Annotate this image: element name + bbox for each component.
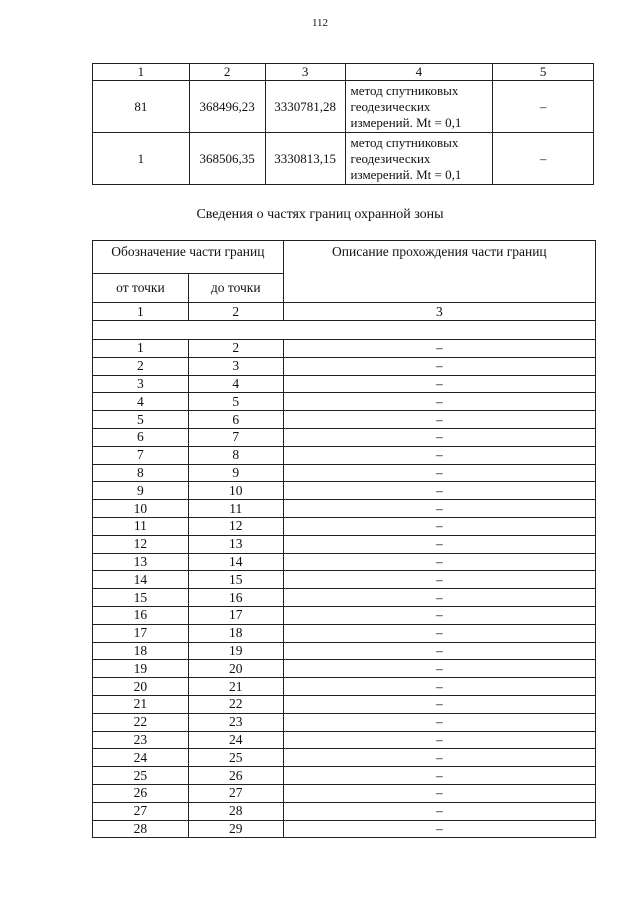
from-point: 6 [93,428,189,446]
boundary-row [93,660,596,678]
boundary-description: – [283,713,595,731]
to-point: 4 [188,375,283,393]
boundary-description: – [283,784,595,802]
to-point: 16 [188,589,283,607]
designation-header: Обозначение части границ [93,241,284,274]
to-point: 17 [188,606,283,624]
boundary-row [93,393,596,411]
boundary-description: – [283,624,595,642]
boundary-description: – [283,393,595,411]
column-number-row [93,303,596,321]
column-5-value: – [493,133,594,185]
from-point: 23 [93,731,189,749]
to-point: 9 [188,464,283,482]
from-point: 25 [93,767,189,785]
description-header: Описание прохождения части границ [283,241,595,303]
column-5-value: – [493,81,594,133]
measurement-method: метод спутниковых геодезических измерений. Mt = 0,1 [345,133,493,185]
to-point: 10 [188,482,283,500]
from-point: 11 [93,517,189,535]
boundary-description: – [283,660,595,678]
boundary-row [93,500,596,518]
boundary-description: – [283,340,595,358]
page-number: 112 [311,17,329,29]
coordinates-table [92,63,594,185]
from-point: 13 [93,553,189,571]
boundary-description: – [283,517,595,535]
boundary-parts-table [92,240,596,838]
coordinates-header-row [93,64,594,81]
point-number: 81 [93,81,190,133]
boundary-row [93,553,596,571]
boundary-description: – [283,357,595,375]
to-point: 3 [188,357,283,375]
empty-separator-row [93,321,596,340]
boundary-description: – [283,411,595,429]
from-point: 26 [93,784,189,802]
column-number: 2 [188,303,283,321]
to-point: 20 [188,660,283,678]
from-point: 24 [93,749,189,767]
boundary-description: – [283,678,595,696]
boundary-description: – [283,535,595,553]
boundary-row [93,571,596,589]
boundary-description: – [283,802,595,820]
coordinate-y: 3330781,28 [265,81,345,133]
boundary-row [93,820,596,838]
from-point: 10 [93,500,189,518]
coordinates-header-cell: 5 [493,64,594,81]
boundary-description: – [283,731,595,749]
to-point: 8 [188,446,283,464]
boundary-row [93,340,596,358]
boundary-row [93,411,596,429]
boundary-row [93,784,596,802]
boundary-description: – [283,642,595,660]
from-point: 17 [93,624,189,642]
boundary-description: – [283,749,595,767]
coordinates-header-cell: 3 [265,64,345,81]
from-point: 2 [93,357,189,375]
from-point: 12 [93,535,189,553]
from-point: 14 [93,571,189,589]
to-point: 24 [188,731,283,749]
boundary-row [93,802,596,820]
coordinate-x: 368506,35 [189,133,265,185]
from-point: 20 [93,678,189,696]
from-point: 27 [93,802,189,820]
boundary-description: – [283,695,595,713]
boundary-row [93,624,596,642]
empty-cell [93,321,596,340]
from-point: 16 [93,606,189,624]
from-point: 9 [93,482,189,500]
boundary-row [93,767,596,785]
to-point-header: до точки [188,274,283,303]
to-point: 25 [188,749,283,767]
boundary-row [93,375,596,393]
to-point: 18 [188,624,283,642]
boundary-row [93,606,596,624]
to-point: 15 [188,571,283,589]
from-point: 21 [93,695,189,713]
boundary-description: – [283,571,595,589]
from-point: 1 [93,340,189,358]
point-number: 1 [93,133,190,185]
to-point: 22 [188,695,283,713]
boundary-row [93,749,596,767]
coordinates-header-cell: 2 [189,64,265,81]
coordinates-header-cell: 4 [345,64,493,81]
to-point: 7 [188,428,283,446]
boundary-row [93,482,596,500]
boundary-row [93,464,596,482]
boundary-description: – [283,767,595,785]
to-point: 28 [188,802,283,820]
boundary-row [93,357,596,375]
to-point: 27 [188,784,283,802]
coordinate-x: 368496,23 [189,81,265,133]
boundary-description: – [283,553,595,571]
to-point: 2 [188,340,283,358]
from-point: 28 [93,820,189,838]
boundary-description: – [283,589,595,607]
boundary-header-row [93,241,596,274]
to-point: 6 [188,411,283,429]
boundary-row [93,535,596,553]
to-point: 11 [188,500,283,518]
to-point: 12 [188,517,283,535]
boundary-row [93,517,596,535]
coordinates-row [93,81,594,133]
from-point: 15 [93,589,189,607]
from-point: 5 [93,411,189,429]
measurement-method: метод спутниковых геодезических измерений. Mt = 0,1 [345,81,493,133]
from-point: 8 [93,464,189,482]
from-point: 22 [93,713,189,731]
boundary-description: – [283,820,595,838]
coordinates-row [93,133,594,185]
boundary-row [93,678,596,696]
boundary-row [93,713,596,731]
boundary-description: – [283,446,595,464]
to-point: 14 [188,553,283,571]
to-point: 21 [188,678,283,696]
section-title: Сведения о частях границ охранной зоны [196,207,444,222]
to-point: 13 [188,535,283,553]
boundary-description: – [283,428,595,446]
boundary-description: – [283,606,595,624]
coordinates-header-cell: 1 [93,64,190,81]
boundary-row [93,731,596,749]
boundary-row [93,642,596,660]
boundary-description: – [283,482,595,500]
boundary-row [93,589,596,607]
boundary-description: – [283,464,595,482]
to-point: 23 [188,713,283,731]
from-point: 18 [93,642,189,660]
from-point: 19 [93,660,189,678]
boundary-description: – [283,375,595,393]
column-number: 1 [93,303,189,321]
from-point: 3 [93,375,189,393]
boundary-description: – [283,500,595,518]
to-point: 29 [188,820,283,838]
column-number: 3 [283,303,595,321]
boundary-row [93,446,596,464]
boundary-row [93,695,596,713]
to-point: 26 [188,767,283,785]
from-point-header: от точки [93,274,189,303]
boundary-row [93,428,596,446]
to-point: 5 [188,393,283,411]
from-point: 7 [93,446,189,464]
coordinate-y: 3330813,15 [265,133,345,185]
to-point: 19 [188,642,283,660]
from-point: 4 [93,393,189,411]
